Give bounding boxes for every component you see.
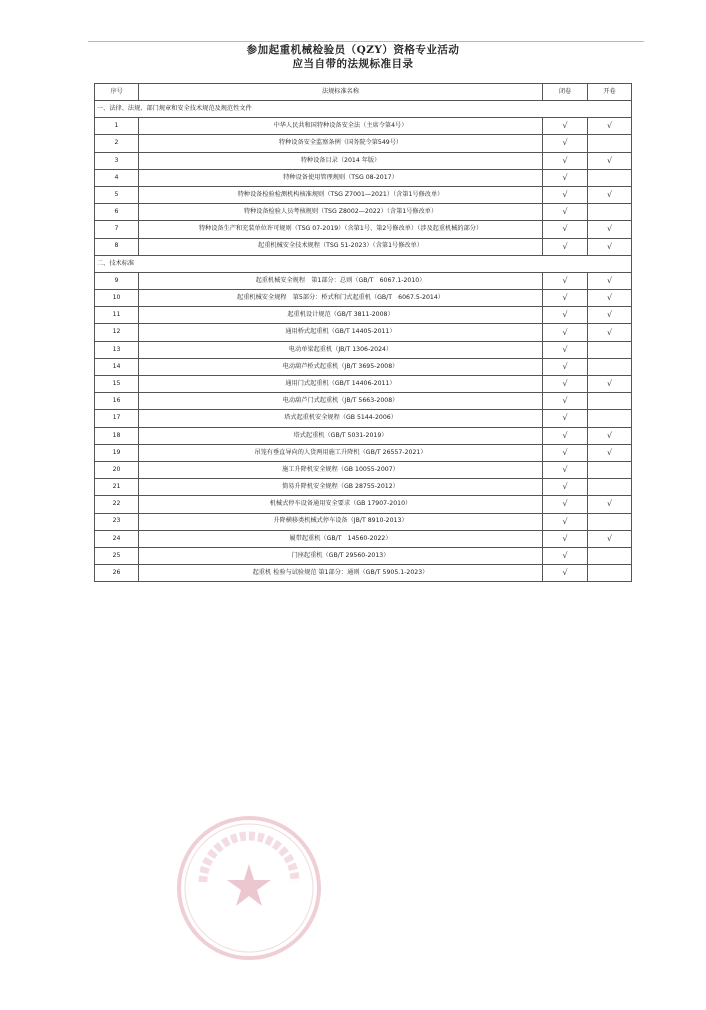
table-row (95, 152, 632, 169)
closed-book-cell: √ (543, 341, 588, 358)
section-title: 二、技术标准 (95, 255, 632, 272)
header-closed: 闭卷 (543, 84, 588, 101)
section-row (95, 255, 632, 272)
row-number: 9 (95, 272, 139, 289)
open-book-cell: √ (588, 444, 632, 461)
header-open: 开卷 (588, 84, 632, 101)
row-name: 起重机设计规范（GB/T 3811-2008） (139, 307, 543, 324)
table-row (95, 461, 632, 478)
open-book-cell: √ (588, 221, 632, 238)
closed-book-cell: √ (543, 221, 588, 238)
table-body (95, 101, 632, 582)
row-number: 22 (95, 496, 139, 513)
row-name: 中华人民共和国特种设备安全法（主席令第4号） (139, 118, 543, 135)
table-row (95, 341, 632, 358)
open-book-cell (588, 565, 632, 582)
closed-book-cell: √ (543, 410, 588, 427)
row-number: 8 (95, 238, 139, 255)
closed-book-cell: √ (543, 272, 588, 289)
row-name: 电动单梁起重机（JB/T 1306-2024） (139, 341, 543, 358)
table-row (95, 565, 632, 582)
open-book-cell (588, 358, 632, 375)
row-name: 吊笼有垂直导向的人货两用施工升降机（GB/T 26557-2021） (139, 444, 543, 461)
table-row (95, 169, 632, 186)
row-number: 14 (95, 358, 139, 375)
closed-book-cell: √ (543, 290, 588, 307)
closed-book-cell: √ (543, 307, 588, 324)
open-book-cell: √ (588, 118, 632, 135)
seal-star-icon (227, 864, 271, 906)
row-name: 施工升降机安全规程（GB 10055-2007） (139, 461, 543, 478)
table-row (95, 324, 632, 341)
closed-book-cell: √ (543, 444, 588, 461)
open-book-cell: √ (588, 272, 632, 289)
table-row (95, 530, 632, 547)
table-row (95, 358, 632, 375)
row-number: 7 (95, 221, 139, 238)
open-book-cell (588, 169, 632, 186)
open-book-cell: √ (588, 324, 632, 341)
open-book-cell (588, 204, 632, 221)
table-header-row (95, 84, 632, 101)
closed-book-cell: √ (543, 169, 588, 186)
table-row (95, 376, 632, 393)
table-row (95, 186, 632, 203)
table-row (95, 135, 632, 152)
row-name: 门座起重机（GB/T 29560-2013） (139, 547, 543, 564)
row-number: 23 (95, 513, 139, 530)
open-book-cell: √ (588, 496, 632, 513)
row-name: 简易升降机安全规程（GB 28755-2012） (139, 479, 543, 496)
row-name: 起重机械安全技术规程（TSG 51-2023）（含第1号修改单） (139, 238, 543, 255)
row-number: 11 (95, 307, 139, 324)
section-title: 一、法律、法规、部门规章和安全技术规范及规范性文件 (95, 101, 632, 118)
row-number: 26 (95, 565, 139, 582)
row-name: 通用门式起重机（GB/T 14406-2011） (139, 376, 543, 393)
row-number: 25 (95, 547, 139, 564)
row-name: 特种设备安全监察条例（国务院令第549号） (139, 135, 543, 152)
table-row (95, 290, 632, 307)
table-row (95, 496, 632, 513)
open-book-cell (588, 547, 632, 564)
row-number: 12 (95, 324, 139, 341)
row-name: 机械式停车设备通用安全要求（GB 17907-2010） (139, 496, 543, 513)
closed-book-cell: √ (543, 238, 588, 255)
doc-title: 参加起重机械检验员（QZY）资格专业活动 (246, 44, 460, 56)
row-number: 16 (95, 393, 139, 410)
open-book-cell (588, 393, 632, 410)
table-row (95, 547, 632, 564)
closed-book-cell: √ (543, 461, 588, 478)
row-number: 21 (95, 479, 139, 496)
row-number: 6 (95, 204, 139, 221)
section-row (95, 101, 632, 118)
closed-book-cell: √ (543, 204, 588, 221)
row-name: 升降横移类机械式停车设备（JB/T 8910-2013） (139, 513, 543, 530)
row-number: 10 (95, 290, 139, 307)
header-name: 法规标准名称 (139, 84, 543, 101)
table-row (95, 410, 632, 427)
row-number: 5 (95, 186, 139, 203)
closed-book-cell: √ (543, 358, 588, 375)
row-name: 电动葫芦门式起重机（JB/T 5663-2008） (139, 393, 543, 410)
open-book-cell: √ (588, 427, 632, 444)
open-book-cell (588, 513, 632, 530)
open-book-cell: √ (588, 376, 632, 393)
row-number: 20 (95, 461, 139, 478)
table-row (95, 221, 632, 238)
header-no: 序号 (95, 84, 139, 101)
row-number: 1 (95, 118, 139, 135)
closed-book-cell: √ (543, 324, 588, 341)
table-row (95, 307, 632, 324)
row-name: 起重机械安全规程 第5部分：桥式和门式起重机（GB/T 6067.5-2014） (139, 290, 543, 307)
table-row (95, 479, 632, 496)
closed-book-cell: √ (543, 547, 588, 564)
open-book-cell: √ (588, 186, 632, 203)
table-row (95, 444, 632, 461)
row-name: 起重机械安全规程 第1部分：总则（GB/T 6067.1-2010） (139, 272, 543, 289)
doc-subtitle: 应当自带的法规标准目录 (292, 58, 414, 70)
closed-book-cell: √ (543, 152, 588, 169)
open-book-cell (588, 135, 632, 152)
row-number: 4 (95, 169, 139, 186)
open-book-cell: √ (588, 290, 632, 307)
row-number: 3 (95, 152, 139, 169)
table-row (95, 118, 632, 135)
row-name: 履带起重机（GB/T 14560-2022） (139, 530, 543, 547)
row-name: 起重机 检验与试验规范 第1部分：通则（GB/T 5905.1-2023） (139, 565, 543, 582)
row-number: 24 (95, 530, 139, 547)
open-book-cell: √ (588, 530, 632, 547)
regulation-table (94, 83, 632, 582)
row-number: 2 (95, 135, 139, 152)
official-seal (173, 812, 325, 964)
closed-book-cell: √ (543, 393, 588, 410)
row-name: 塔式起重机安全规程（GB 5144-2006） (139, 410, 543, 427)
closed-book-cell: √ (543, 186, 588, 203)
row-number: 15 (95, 376, 139, 393)
closed-book-cell: √ (543, 565, 588, 582)
row-number: 17 (95, 410, 139, 427)
open-book-cell: √ (588, 152, 632, 169)
open-book-cell (588, 410, 632, 427)
closed-book-cell: √ (543, 427, 588, 444)
table-row (95, 513, 632, 530)
row-name: 特种设备目录（2014 年版） (139, 152, 543, 169)
closed-book-cell: √ (543, 479, 588, 496)
row-name: 电动葫芦桥式起重机（JB/T 3695-2008） (139, 358, 543, 375)
open-book-cell: √ (588, 307, 632, 324)
closed-book-cell: √ (543, 513, 588, 530)
row-name: 特种设备使用管理规则（TSG 08-2017） (139, 169, 543, 186)
open-book-cell (588, 479, 632, 496)
table-row (95, 204, 632, 221)
row-name: 特种设备检验人员考核规则（TSG Z8002—2022）（含第1号修改单） (139, 204, 543, 221)
row-name: 特种设备生产和充装单位许可规则（TSG 07-2019）（含第1号、第2号修改单）（涉及起重机械的部分） (139, 221, 543, 238)
closed-book-cell: √ (543, 496, 588, 513)
closed-book-cell: √ (543, 118, 588, 135)
closed-book-cell: √ (543, 135, 588, 152)
open-book-cell (588, 461, 632, 478)
closed-book-cell: √ (543, 530, 588, 547)
row-number: 13 (95, 341, 139, 358)
table-row (95, 238, 632, 255)
open-book-cell (588, 341, 632, 358)
row-number: 18 (95, 427, 139, 444)
table-row (95, 272, 632, 289)
open-book-cell: √ (588, 238, 632, 255)
closed-book-cell: √ (543, 376, 588, 393)
row-name: 通用桥式起重机（GB/T 14405-2011） (139, 324, 543, 341)
row-number: 19 (95, 444, 139, 461)
row-name: 塔式起重机（GB/T 5031-2019） (139, 427, 543, 444)
table-row (95, 427, 632, 444)
table-row (95, 393, 632, 410)
row-name: 特种设备检验检测机构核准规则（TSG Z7001—2021）（含第1号修改单） (139, 186, 543, 203)
